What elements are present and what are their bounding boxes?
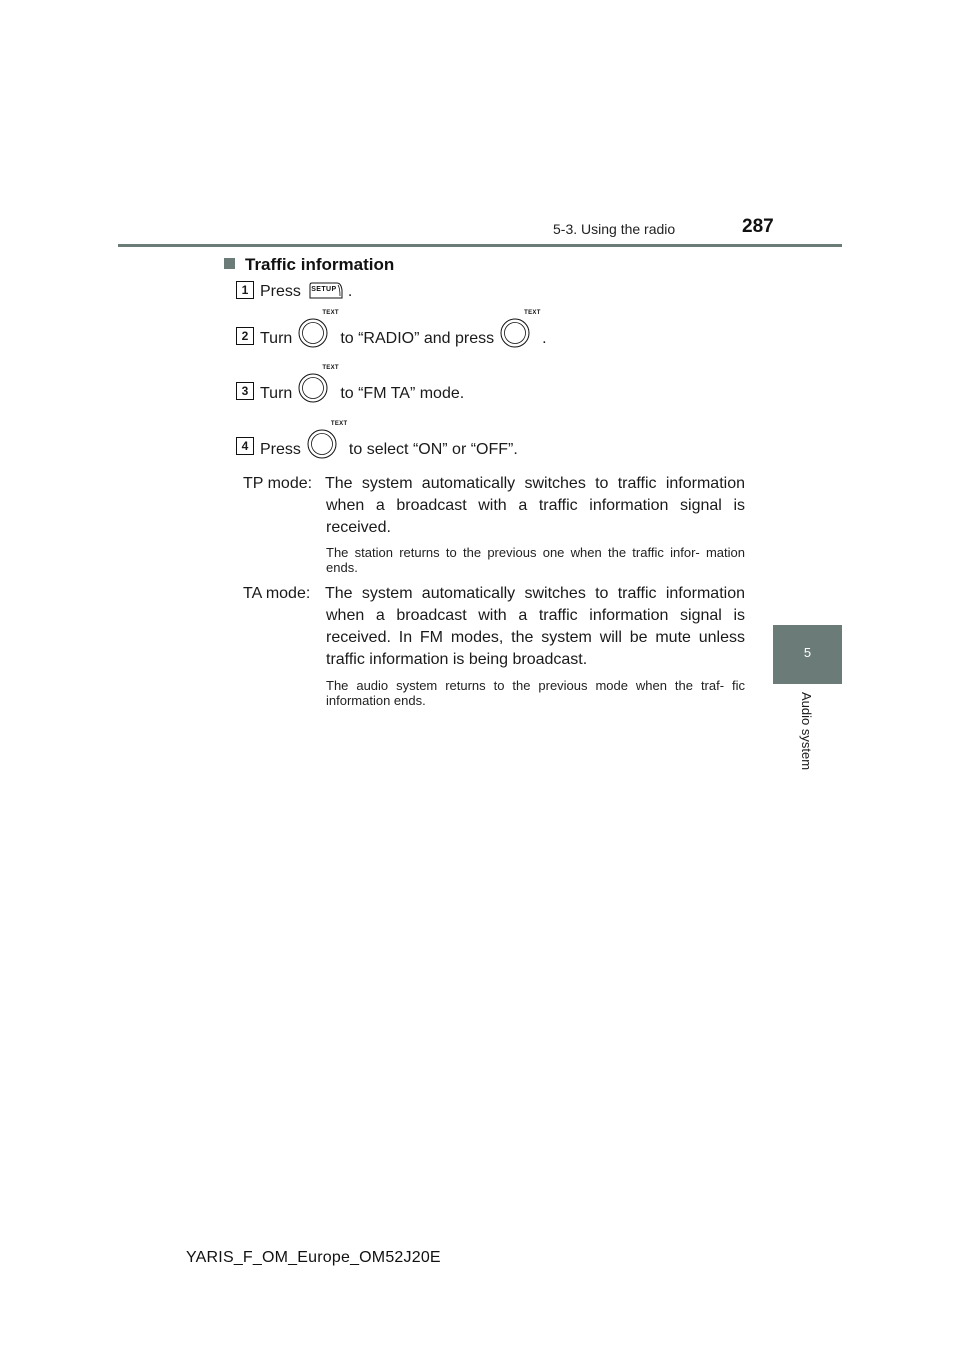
ta-mode-note: The audio system returns to the previous mode when the traf- fic information ends. [326, 678, 745, 708]
subheading [224, 255, 394, 275]
mode-first-line: The system automatically switches to traffic information [325, 475, 745, 492]
document-code: YARIS_F_OM_Europe_OM52J20E [186, 1249, 441, 1266]
step-text: Turn TEXT to “FM TA” mode. [260, 365, 465, 402]
setup-button-icon: SETUP [309, 282, 343, 299]
section-title: 5-3. Using the radio [553, 221, 676, 237]
step-text: Press TEXT to select “ON” or “OFF”. [260, 421, 518, 458]
tp-mode-note: The station returns to the previous one when the traffic infor- mation ends. [326, 545, 745, 575]
step-text: Press SETUP . [260, 283, 353, 300]
mode-term: TA mode: [243, 585, 311, 602]
step-text: Turn TEXT to “RADIO” and press TEXT . [260, 310, 547, 347]
tune-knob-icon: TEXT [298, 373, 328, 403]
ta-mode-definition [243, 583, 745, 671]
tp-mode-definition [243, 473, 745, 539]
chapter-tab [773, 625, 842, 684]
subheading-text: Traffic information [245, 255, 395, 274]
step-number: 2 [236, 327, 254, 345]
mode-term: TP mode: [243, 475, 313, 492]
mode-first-line: The system automatically switches to traffic information [325, 585, 745, 602]
step-number: 3 [236, 382, 254, 400]
tune-knob-icon: TEXT [298, 318, 328, 348]
mode-description: when a broadcast with a traffic information signal is received. [326, 497, 745, 536]
tune-knob-icon: TEXT [307, 429, 337, 459]
header-divider [118, 244, 842, 247]
mode-description: when a broadcast with a traffic information signal is received. In FM modes, the system will be mute unless traffic information is being broadcast. [326, 607, 745, 668]
step-number: 4 [236, 437, 254, 455]
tune-knob-icon: TEXT [500, 318, 530, 348]
step-number: 1 [236, 281, 254, 299]
page-number: 287 [742, 216, 774, 237]
chapter-number: 5 [803, 645, 812, 660]
subhead-square-icon [224, 258, 235, 269]
chapter-label: Audio system [799, 692, 814, 771]
